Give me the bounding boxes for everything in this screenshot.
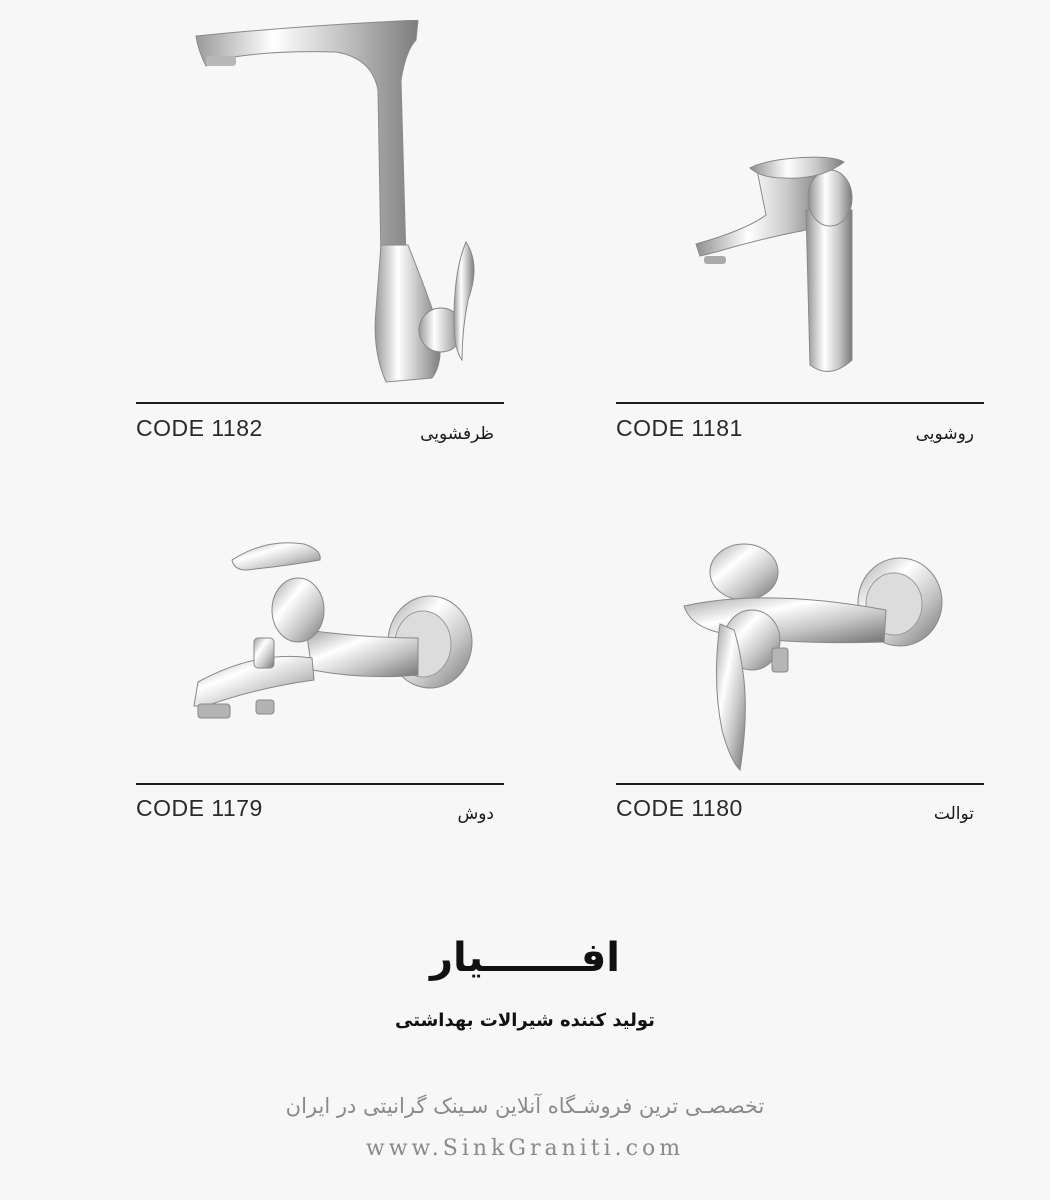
product-name: ظرفشویی (420, 424, 494, 444)
product-code: CODE 1181 (616, 415, 743, 441)
product-name: روشویی (915, 424, 974, 444)
product-code: CODE 1179 (136, 795, 263, 821)
brand-name: افـــــــیار (430, 935, 620, 981)
store-description: تخصصـی ترین فروشـگاه آنلاین سـینک گرانیتی در ایران (285, 1094, 765, 1118)
divider-line (616, 402, 984, 404)
basin-faucet-icon (616, 20, 984, 390)
wall-mixer-icon (616, 530, 984, 780)
product-name: دوش (457, 804, 494, 824)
bath-shower-mixer-icon (136, 530, 504, 780)
kitchen-faucet-icon (136, 20, 504, 390)
brand-tagline: تولید کننده شیرالات بهداشتی (395, 1010, 655, 1031)
product-code: CODE 1180 (616, 795, 743, 821)
divider-line (616, 783, 984, 785)
product-name: توالت (933, 804, 974, 824)
divider-line (136, 402, 504, 404)
website-url[interactable]: www.SinkGraniti.com (365, 1136, 685, 1161)
product-code: CODE 1182 (136, 415, 263, 441)
divider-line (136, 783, 504, 785)
